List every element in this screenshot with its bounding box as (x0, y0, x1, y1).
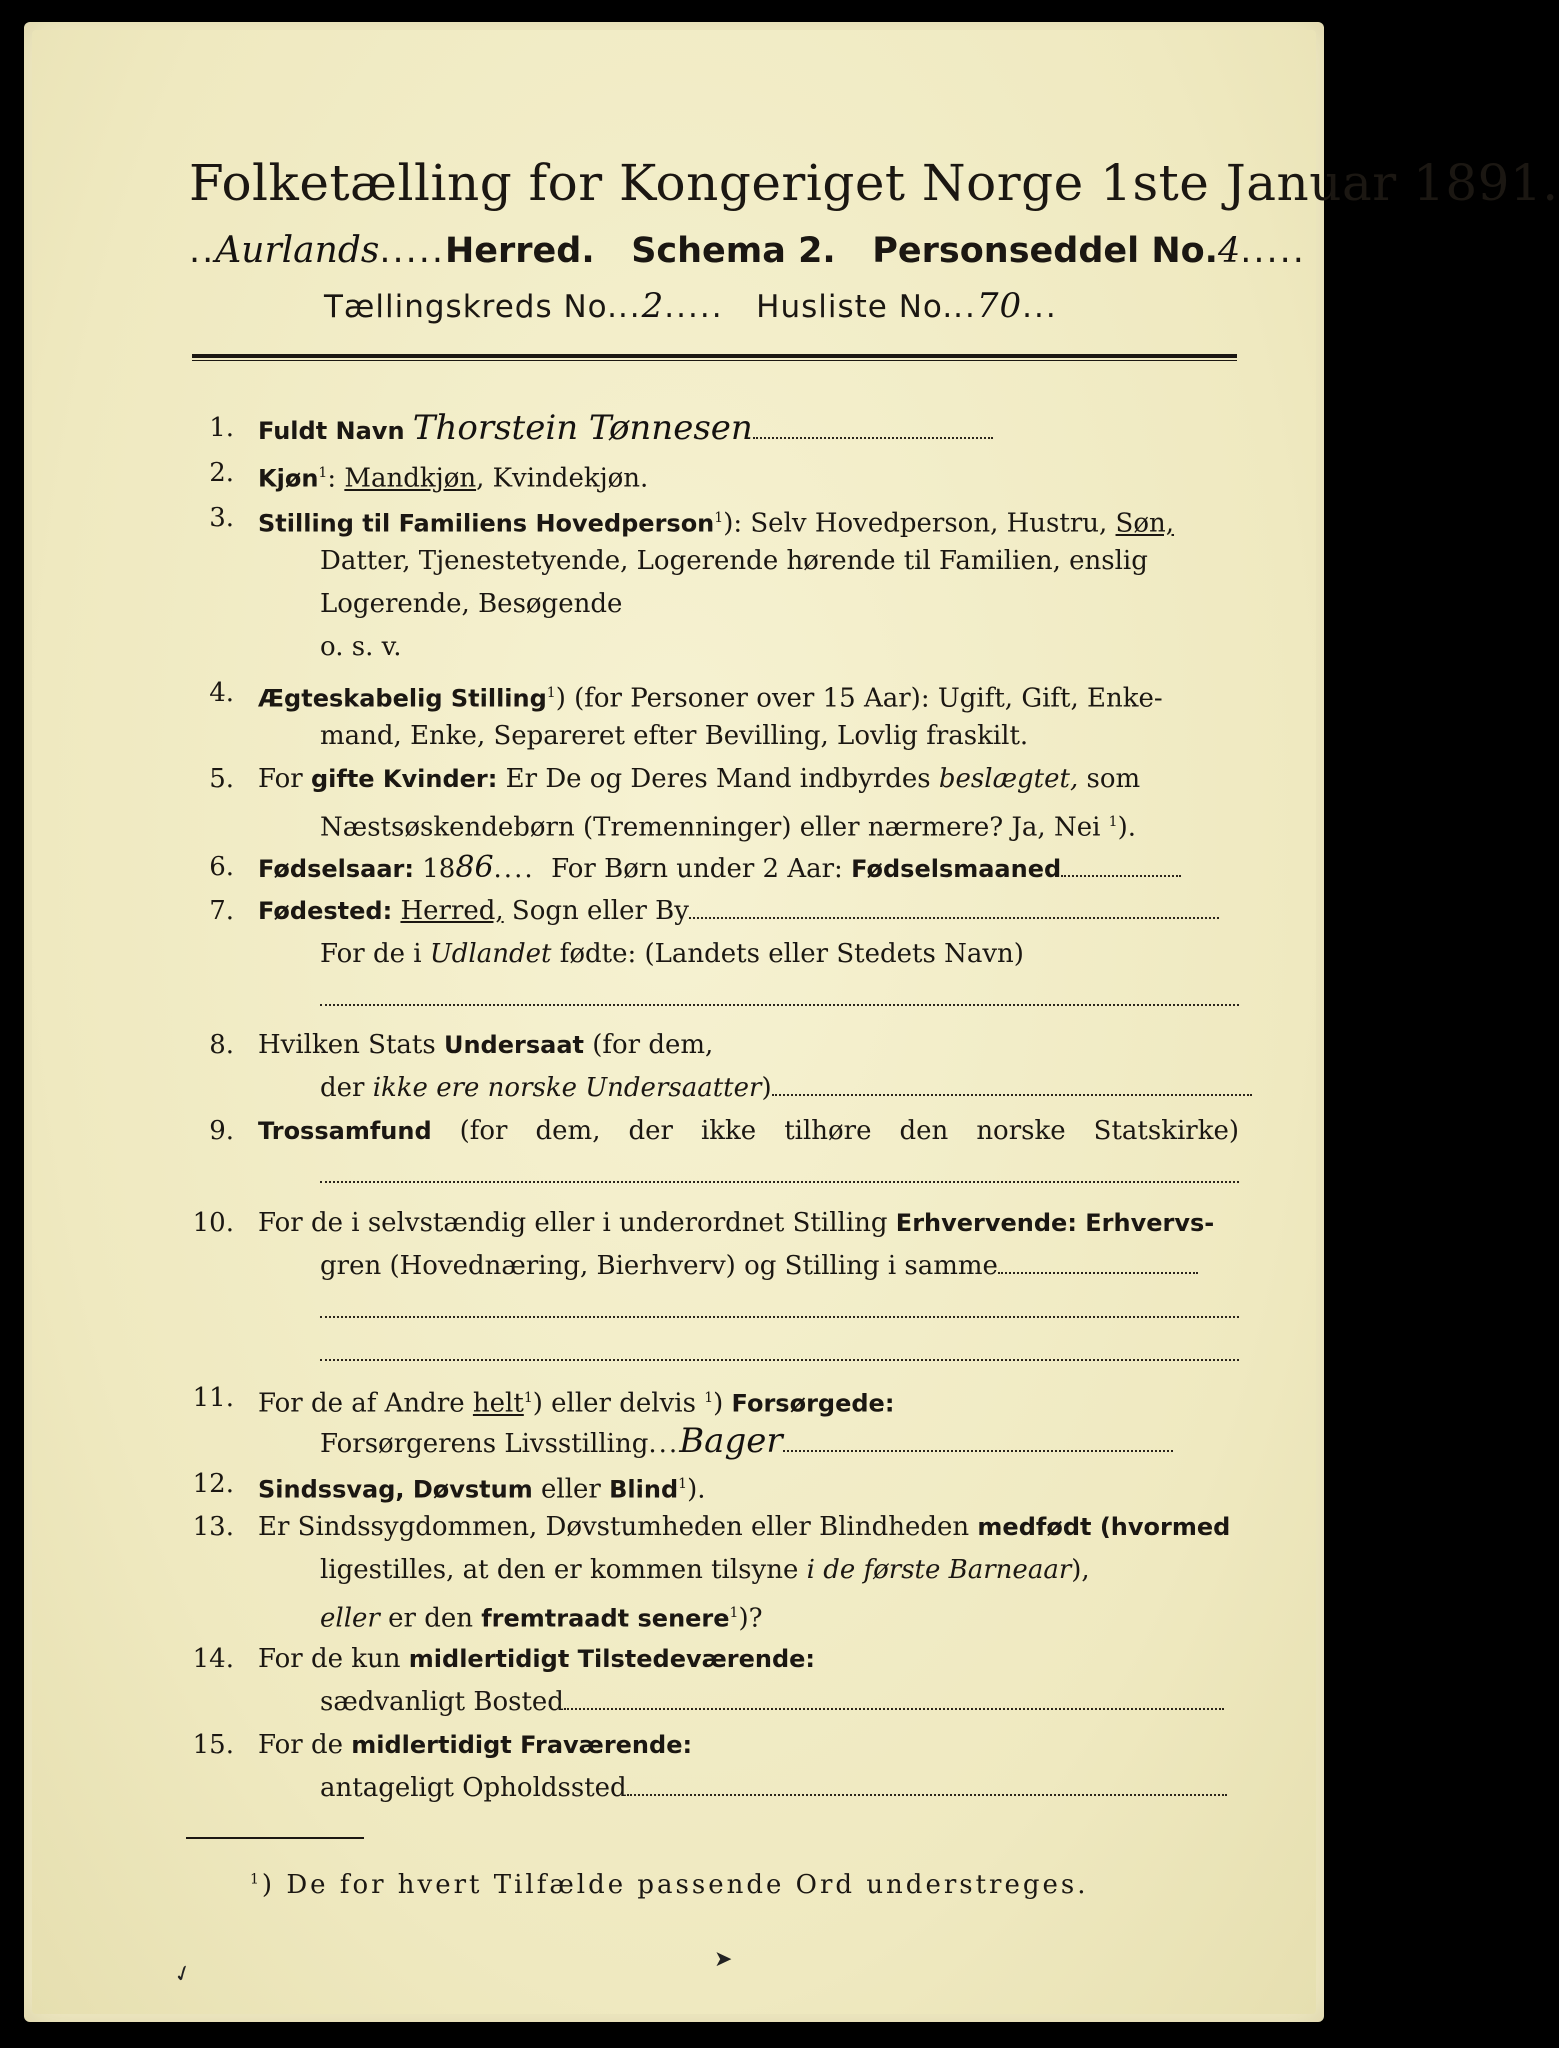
item-number: 14. (192, 1644, 234, 1674)
citizenship-label: Undersaat (443, 1031, 584, 1059)
full-name-label: Fuldt Navn (258, 417, 405, 445)
stray-ink-mark: ✓ (170, 1959, 197, 1990)
marital-status-label: Ægteskabelig Stilling (258, 684, 547, 713)
disability-label: Sindssvag, Døvstum (258, 1475, 533, 1504)
footnote: $^1$) De for hvert Tilfælde passende Ord understreges. (250, 1870, 1089, 1900)
header-line-herred: ..Aurlands.....Herred. Schema 2. Personseddel No.4..... (189, 230, 1306, 271)
item-number: 15. (192, 1730, 234, 1760)
congenital-label: medfødt (977, 1513, 1092, 1541)
herred-label: Herred. (444, 231, 595, 271)
item-number: 1. (209, 413, 234, 443)
item-number: 7. (209, 896, 234, 926)
item-number: 9. (209, 1116, 234, 1146)
form-title: Folketælling for Kongeriget Norge 1ste Januar 1891. (189, 154, 1559, 212)
item-number: 8. (209, 1030, 234, 1060)
header-divider-thin (192, 360, 1237, 361)
religion-label: Trossamfund (258, 1117, 432, 1145)
provider-occupation-value: Bager (679, 1421, 783, 1461)
temporary-absent-label: midlertidigt Fraværende: (351, 1731, 693, 1759)
item-number: 12. (192, 1469, 234, 1499)
personseddel-number: 4 (1217, 231, 1241, 271)
item-number: 6. (209, 852, 234, 882)
occupation-label: Erhvervende: Erhvervs- (895, 1209, 1215, 1237)
birth-year-value: 86 (455, 850, 494, 885)
husliste-label: Husliste No. (756, 289, 954, 325)
birth-year-label: Fødselsaar: (258, 855, 414, 883)
sex-option-female: , Kvindekjøn. (476, 463, 649, 494)
supported-fully-selected: helt (472, 1388, 524, 1419)
item-number: 3. (209, 503, 234, 533)
family-position-son-selected: Søn, (1115, 508, 1175, 539)
temporary-present-label: midlertidigt Tilstedeværende: (408, 1645, 816, 1673)
taellingskreds-number: 2 (641, 286, 665, 326)
taellingskreds-label: Tællingskreds No. (324, 289, 618, 325)
item-number: 5. (209, 764, 234, 794)
married-women-label: gifte Kvinder: (310, 765, 498, 793)
birth-month-label: Fødselsmaaned (851, 855, 1062, 883)
birthplace-label: Fødested: (258, 897, 393, 925)
census-form-paper: Folketælling for Kongeriget Norge 1ste Januar 1891. ..Aurlands.....Herred. Schema 2. Personseddel No.4..... Tællingskreds No...2..... Husliste No...70... 1. Fuldt Navn Thorstein Tønnesen 2. Kjøn$^1$: Mandkjøn, Kvindekjøn. 3. Stilling til Familiens Hovedperson$^1$): Selv Hovedperson, Hustru, Søn, Datter, Tjenestetyende, Logerende hørende til Familien, enslig Logerende, Besøgende o. s. v. 4. Ægteskabelig Stilling$^1$) (for Personer over 15 Aar): Ugift, Gift, Enke- mand, Enke, Separeret efter Bevilling, Lovlig fraskilt. 5. For gifte Kvinder: Er De og Deres Mand indbyrdes beslægtet, som Næstsøskendebørn (Tremenninger) eller nærmere? Ja, Nei $^1$). 6. Fødselsaar: 1886.... For Børn under 2 Aar: Fødselsmaaned 7. Fødested: Herred, Sogn eller By For de i Udlandet fødte: (Landets eller Stedets Navn) 8. Hvilken Stats Undersaat (for dem, der ikke ere norske Undersaatter) 9. Trossamfund (for dem, der ikke tilhøre den norske Statskirke) 10. For de i selvstændig eller i underordnet Stilling Erhvervende: Erhvervs- gren (Hovednæring, Bierhverv) og Stilling i samme 11. For de af Andre helt$^1$) eller delvis $^1$) Forsørgede: Forsørgerens Livsstilling...Bager 12. Sindssvag, Døvstum eller Blind$^1$). 13. Er Sindssygdommen, Døvstumheden eller Blindheden medfødt (hvormed ligestilles, at den er kommen tilsyne i de første Barneaar), eller er den fremtraadt senere$^1$)? 14. For de kun midlertidigt Tilstedeværende: sædvanligt Bosted 15. For de midlertidigt Fraværende: antageligt Opholdssted $^1$) De for hvert Tilfælde passende Ord understreges. ✓ ➤ (24, 22, 1324, 2022)
item-number: 4. (209, 678, 234, 708)
schema-label: Schema 2. (631, 231, 836, 271)
header-line-taellingskreds: Tællingskreds No...2..... Husliste No...70... (324, 286, 1058, 326)
supported-label: Forsørgede: (731, 1389, 895, 1418)
sex-option-male-selected: Mandkjøn (344, 463, 477, 494)
family-position-label: Stilling til Familiens Hovedperson (258, 509, 715, 538)
sex-label: Kjøn (258, 464, 319, 493)
header-divider (192, 354, 1237, 358)
item-number: 13. (192, 1512, 234, 1542)
footnote-divider (186, 1837, 364, 1839)
item-number: 11. (192, 1383, 234, 1413)
stray-ink-mark: ➤ (714, 1947, 733, 1972)
full-name-value: Thorstein Tønnesen (412, 408, 753, 448)
personseddel-label: Personseddel No. (872, 231, 1218, 271)
birthplace-herred-selected: Herred, (400, 896, 504, 926)
item-number: 2. (209, 458, 234, 488)
item-number: 10. (192, 1208, 234, 1238)
husliste-number: 70 (976, 286, 1023, 326)
herred-name: Aurlands (215, 230, 380, 271)
